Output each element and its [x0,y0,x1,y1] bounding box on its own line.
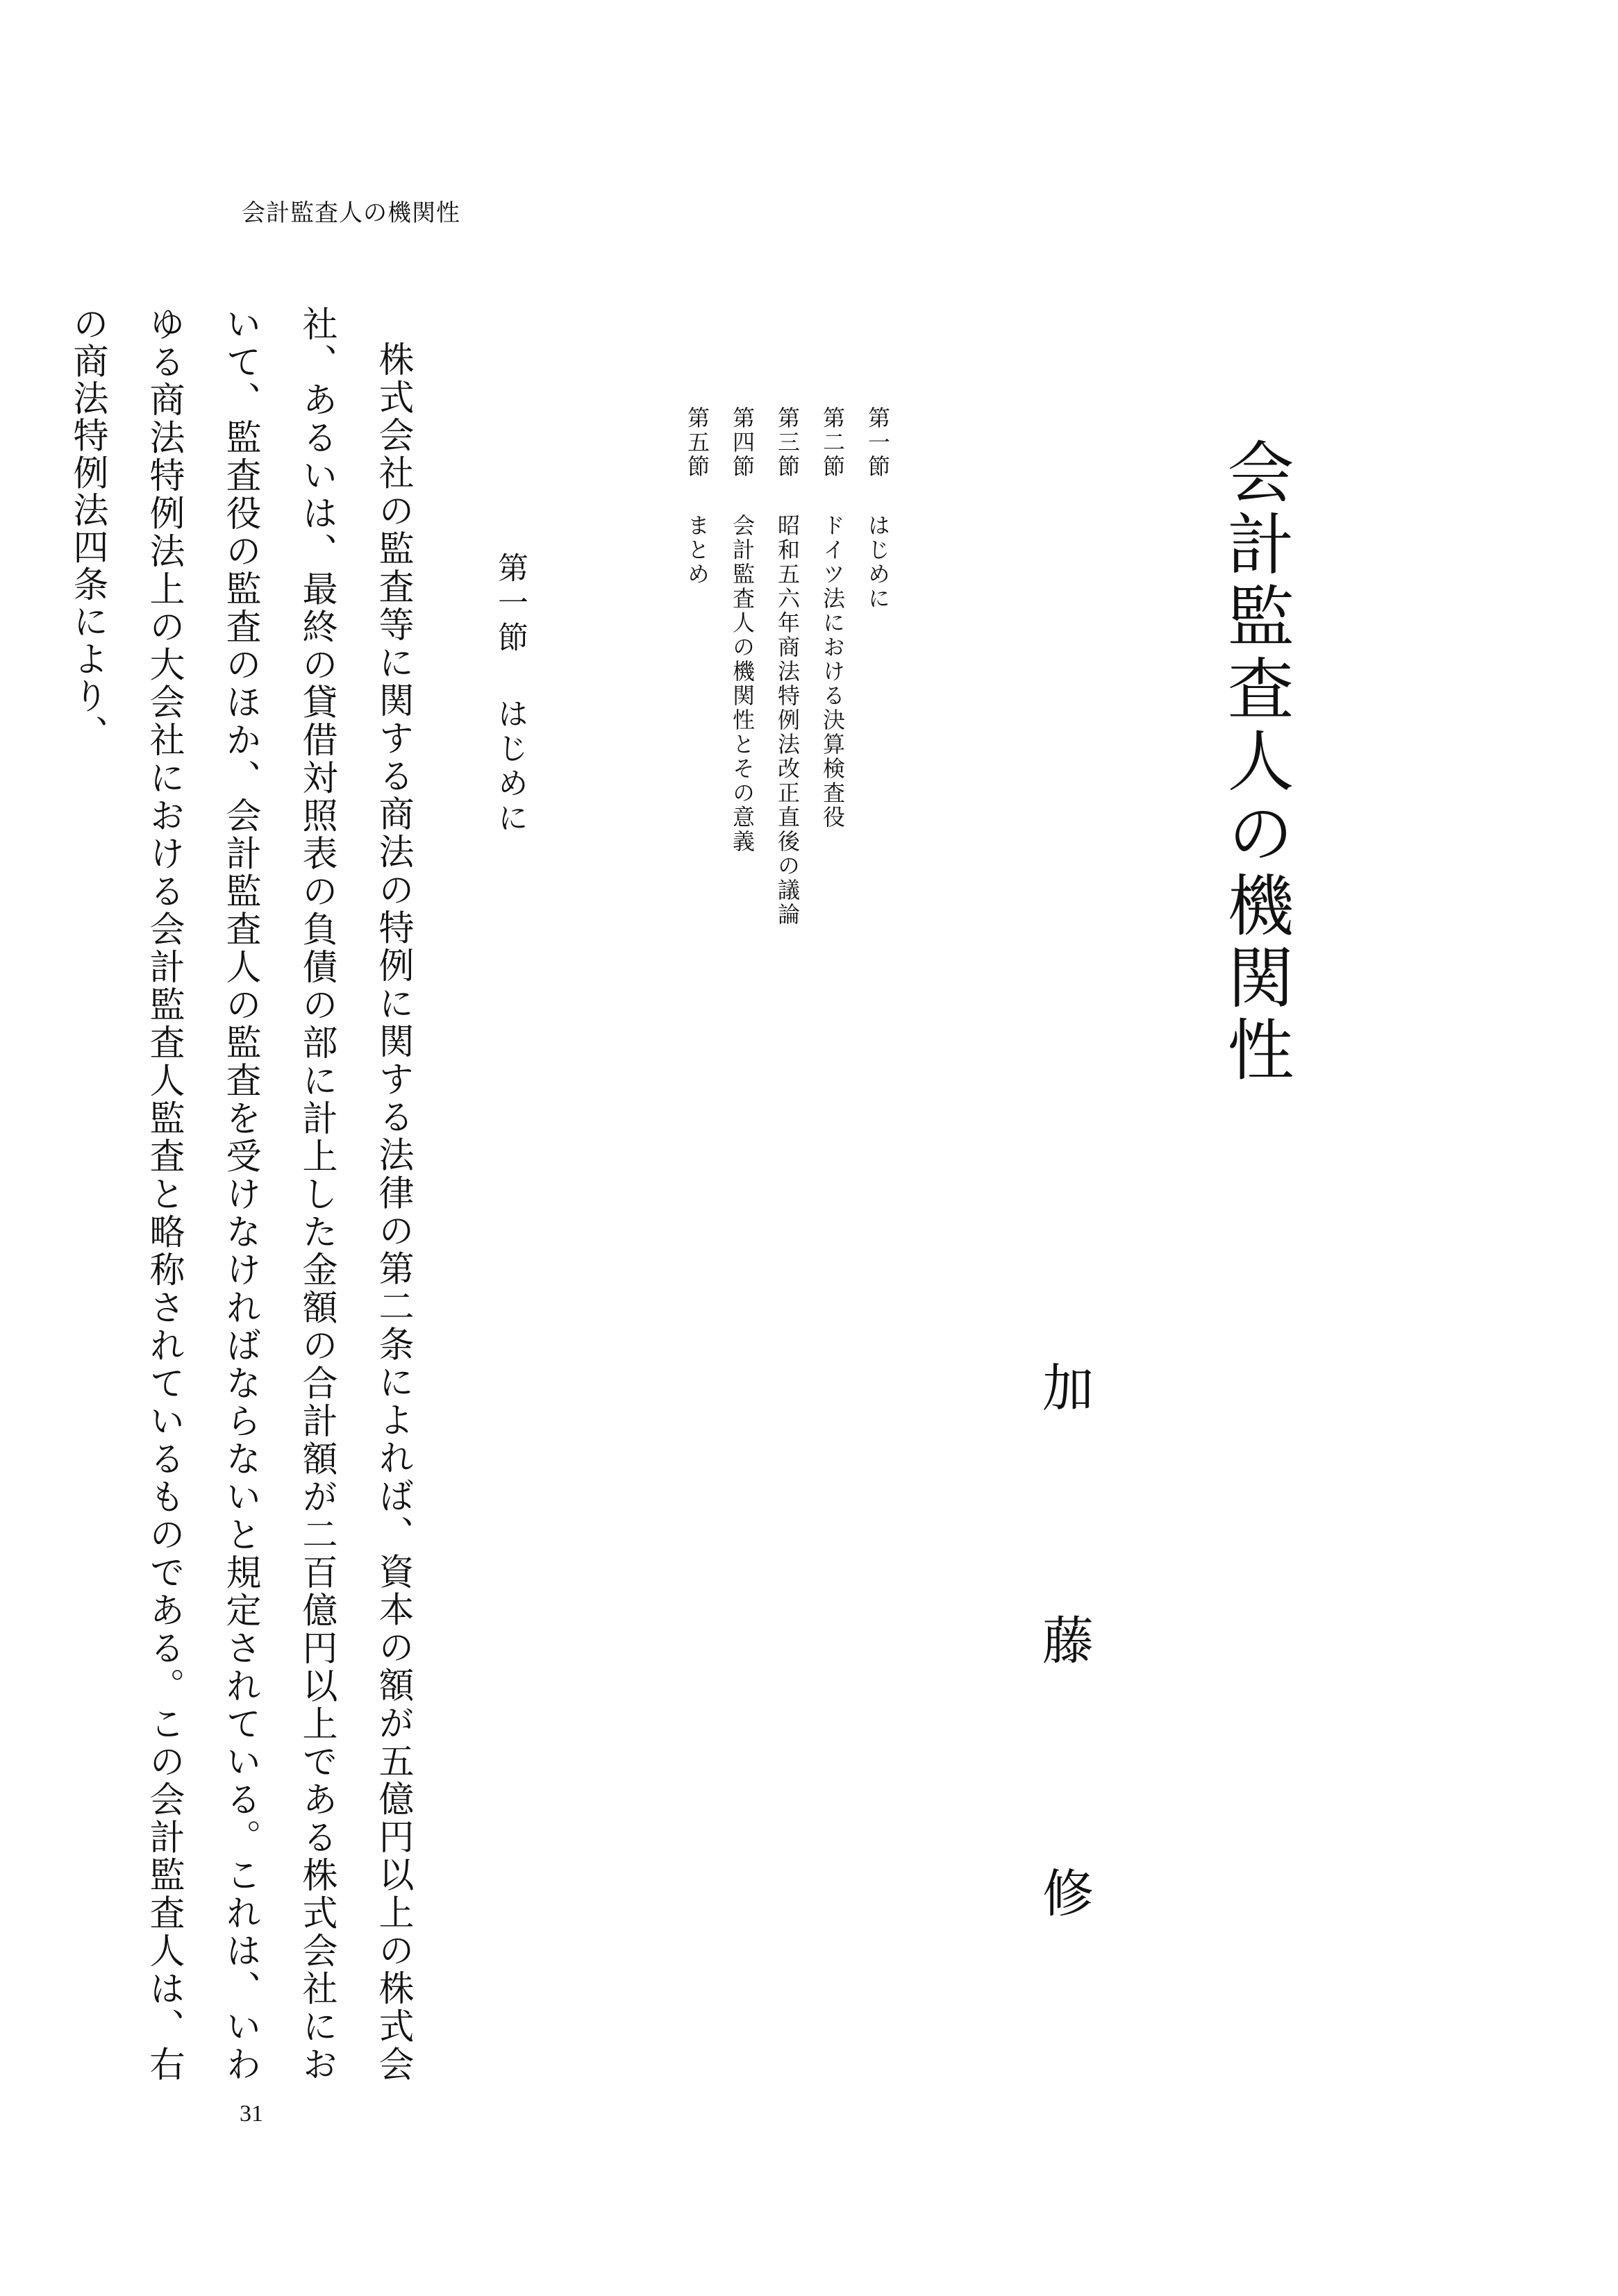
toc-item [663,406,708,927]
author-name: 加藤修 [1034,1361,1094,2119]
article-title: 会計監査人の機関性 [1217,437,1294,1087]
body-paragraph: 株式会社の監査等に関する商法の特例に関する法律の第二条によれば、資本の額が五億円以上の株式会社、あるいは、最終の貸借対照表の負債の部に計上した金額の合計額が二百億円以上である株式会社において、監査役の監査のほか、会計監査人の監査を受けなければならないと規定されている。これは、いわゆる商法特例法上の大会社における会計監査人監査と略称されているものである。この会計監査人は、右の商法特例法四条により、 [67,305,413,2083]
toc-section-number: 第四節 [729,406,756,479]
running-header: 会計監査人の機関性 [242,199,460,227]
section-heading [492,552,528,837]
toc-section-title: ドイツ法における決算検査役 [819,514,846,830]
toc-section-number: 第三節 [774,406,801,479]
table-of-contents [663,406,889,927]
toc-section-title: 会計監査人の機関性とその意義 [729,514,756,854]
toc-section-title: まとめ [684,514,710,587]
toc-section-number: 第五節 [684,406,710,479]
section-number: 第一節 [492,552,528,656]
toc-item [799,406,844,927]
toc-item [708,406,756,927]
toc-item [753,406,799,927]
toc-section-number: 第二節 [819,406,846,479]
toc-section-title: 昭和五六年商法特例法改正直後の議論 [774,514,801,927]
section-title: はじめに [492,698,528,837]
toc-section-title: はじめに [865,514,891,611]
toc-item [844,406,889,927]
page-number: 31 [240,2101,263,2127]
toc-section-number: 第一節 [865,406,891,479]
body-text [67,305,431,2083]
